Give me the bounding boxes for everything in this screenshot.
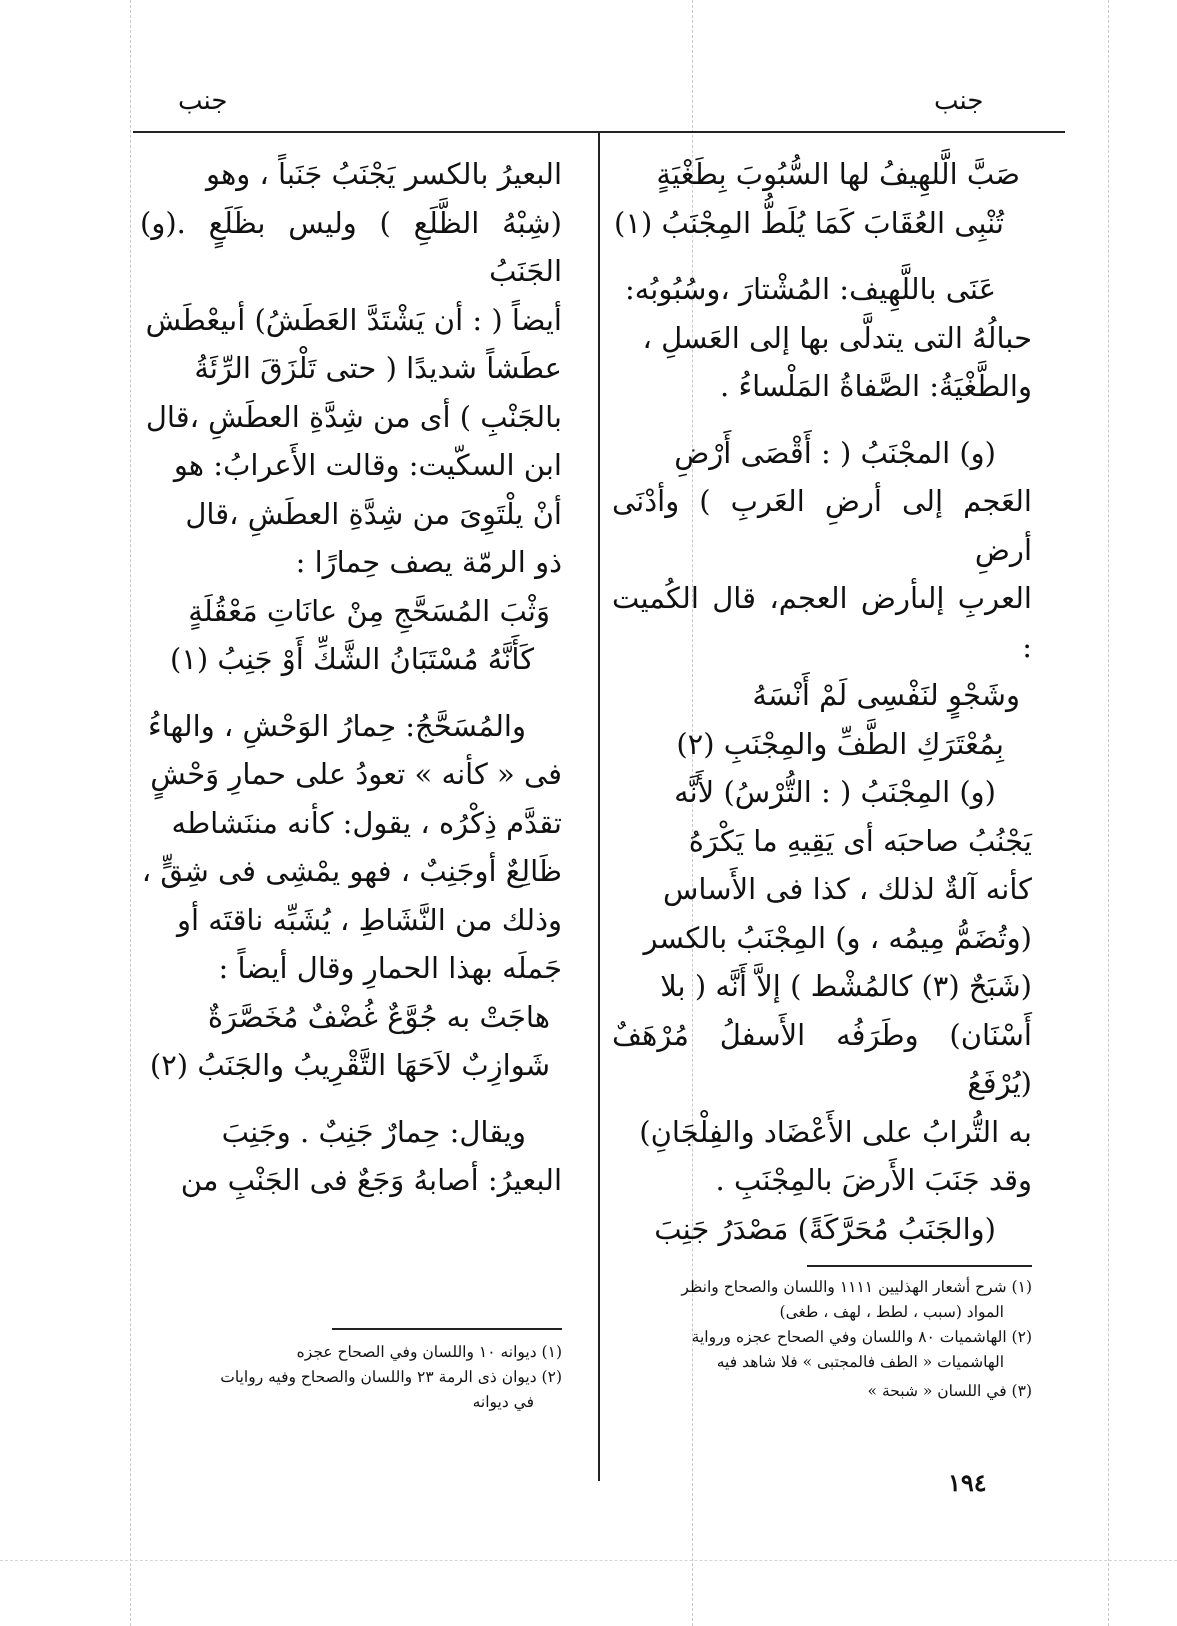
scan-fold-line-bottom — [0, 1560, 1177, 1561]
spacer — [612, 247, 1032, 265]
page-number: ١٩٤ — [948, 1468, 987, 1497]
text-line: (والجَنَبُ مُحَرَّكَةً) مَصْدَرُ جَنِبَ — [654, 1211, 996, 1246]
text-line: أيضاً ( : أن يَشْتَدَّ العَطَشُ) أىيعْطَش — [145, 302, 562, 337]
text-line: حبالُهُ التى يتدلَّى بها إلى العَسلِ ، — [642, 320, 1032, 355]
text-line: (شِبْهُ الظَّلَعِ ) وليس بظَلَعٍ .(و) الجَنَبُ — [140, 205, 562, 288]
text-line: وقد جَنَبَ الأَرضَ بالمِجْنَبِ . — [715, 1163, 1032, 1197]
right-footnotes — [612, 1275, 1032, 1404]
text-line: يَجْنُبُ صاحبَه أى يَقِيهِ ما يَكْرَهُ — [688, 823, 1032, 858]
text-line: به التُّرابُ على الأَعْضَاد والفِلْجَانِ) — [639, 1114, 1032, 1149]
text-line: (وتُضَمُّ مِيمُه ، و) المِجْنَبُ بالكسر — [643, 920, 1032, 955]
text-line: والمُسَحَّجُ: حِمارُ الوَحْشِ ، والهاءُ — [147, 708, 526, 743]
footnote: المواد (سبب ، لطط ، لهف ، طغى) — [779, 1303, 1004, 1321]
left-footnotes — [140, 1340, 562, 1415]
scan-fold-line-right — [1108, 0, 1109, 1626]
right-headword: جنب — [934, 86, 984, 116]
text-line: البعيرُ بالكسر يَجْنَبُ جَنَباً ، وهو — [205, 157, 562, 191]
text-line: أنْ يلْتَوِىَ من شِدَّةِ العطَشِ ،قال — [185, 496, 562, 531]
left-footnote-rule — [332, 1328, 562, 1330]
text-line: عطَشاً شديدًا ( حتى تَلْزَقَ الرِّئَةُ — [194, 351, 562, 385]
verse-line: كَأَنَّهُ مُسْتَبَانُ الشَّكِّ أَوْ جَنِبُ (١) — [169, 642, 534, 676]
text-line: جَملَه بهذا الحمارِ وقال أيضاً : — [218, 951, 562, 985]
text-line: ظَالِعٌ أوجَنِبٌ ، فهو يمْشِى فى شِقٍّ ، — [141, 854, 562, 888]
verse-line: وَثْبَ المُسَحَّجِ مِنْ عانَاتِ مَعْقُلَةٍ — [188, 593, 550, 628]
text-line: ويقال: حِمارٌ جَنِبٌ . وجَنِبَ — [221, 1114, 526, 1149]
verse-line: بِمُعْتَرَكِ الطَّفِّ والمِجْنَبِ (٢) — [676, 726, 1004, 761]
verse-line: هاجَتْ به جُوَّعٌ غُضْفٌ مُخَصَّرَةٌ — [207, 999, 550, 1034]
text-line: (شَبَحٌ (٣) كالمُشْط ) إلاَّ أَنَّه ( بلا — [660, 969, 1032, 1003]
footnote: (٢) الهاشميات ٨٠ واللسان وفي الصحاح عجزه ورواية — [691, 1328, 1032, 1346]
right-column — [612, 150, 1032, 1253]
verse-line: تُنْبِى العُقَابَ كَمَا يُلَطُّ المِجْنَبُ (١) — [614, 205, 1004, 240]
verse-line: شَوازِبٌ لاَحَهَا التَّقْرِيبُ والجَنَبُ (٢) — [149, 1048, 550, 1082]
scan-fold-line-left — [130, 0, 131, 1626]
right-footnote-rule — [807, 1265, 1032, 1267]
verse-line: صَبَّ الَّلهِيفُ لها السُّبُوبَ بِطَغْيَةٍ — [656, 157, 1020, 191]
verse-line: وشَجْوٍ لنَفْسِى لَمْ أَنْسَهُ — [752, 678, 1020, 712]
text-line: العَجم إلى أرضِ العَربِ ) وأدْنَى أرضِ — [612, 484, 1032, 567]
footnote: (٣) في اللسان « شبحة » — [867, 1382, 1032, 1400]
text-line: (و) المِجْنَبُ ( : التُّرْسُ) لأَنَّه — [674, 775, 996, 809]
text-line: تقدَّم ذِكْرُه ، يقول: كأنه مننَشاطه — [171, 805, 562, 840]
text-line: بالجَنْبِ ) أى من شِدَّةِ العطَشِ ،قال — [145, 399, 562, 434]
spacer — [612, 411, 1032, 429]
left-column — [140, 150, 562, 1205]
text-line: العربِ إلىأرض العجم، قال الكُميت : — [612, 581, 1032, 664]
left-headword: جنب — [178, 86, 228, 116]
footnote: في ديوانه — [472, 1393, 534, 1411]
text-line: البعيرُ: أصابهُ وَجَعٌ فى الجَنْبِ من — [180, 1163, 562, 1197]
text-line: أَسْنَان) وطَرَفُه الأَسفلُ مُرْهَفٌ (يُرْفَعُ — [612, 1017, 1032, 1100]
spacer — [140, 684, 562, 702]
text-line: ذو الرمّة يصف حِمارًا : — [295, 545, 562, 579]
text-line: كأنه آلةٌ لذلك ، كذا فى الأَساس — [663, 872, 1032, 906]
column-divider — [598, 131, 600, 1481]
footnote: الهاشميات « الطف فالمجتبى » فلا شاهد فيه — [716, 1353, 1004, 1371]
text-line: عَنَى باللَّهِيف: المُشْتارَ ،وسُبُوبُه: — [624, 272, 996, 306]
text-line: والطَّغْيَةُ: الصَّفاةُ المَلْساءُ . — [720, 369, 1032, 403]
spacer — [140, 1090, 562, 1108]
text-line: وذلك من النَّشَاطِ ، يُشَبِّه ناقتَه أو — [176, 902, 562, 937]
footnote: (٢) ديوان ذى الرمة ٢٣ واللسان والصحاح وفيه روايات — [220, 1368, 562, 1386]
text-line: فى « كأنه » تعودُ على حمارِ وَحْشٍ — [150, 757, 562, 791]
text-line: (و) المجْنَبُ ( : أَقْصَى أَرْضِ — [674, 435, 996, 470]
footnote: (١) ديوانه ١٠ واللسان وفي الصحاح عجزه — [296, 1343, 562, 1361]
footnote: (١) شرح أشعار الهذليين ١١١١ واللسان والصحاح وانظر — [681, 1278, 1032, 1296]
text-line: ابن السكّيت: وقالت الأَعرابُ: هو — [173, 448, 562, 482]
